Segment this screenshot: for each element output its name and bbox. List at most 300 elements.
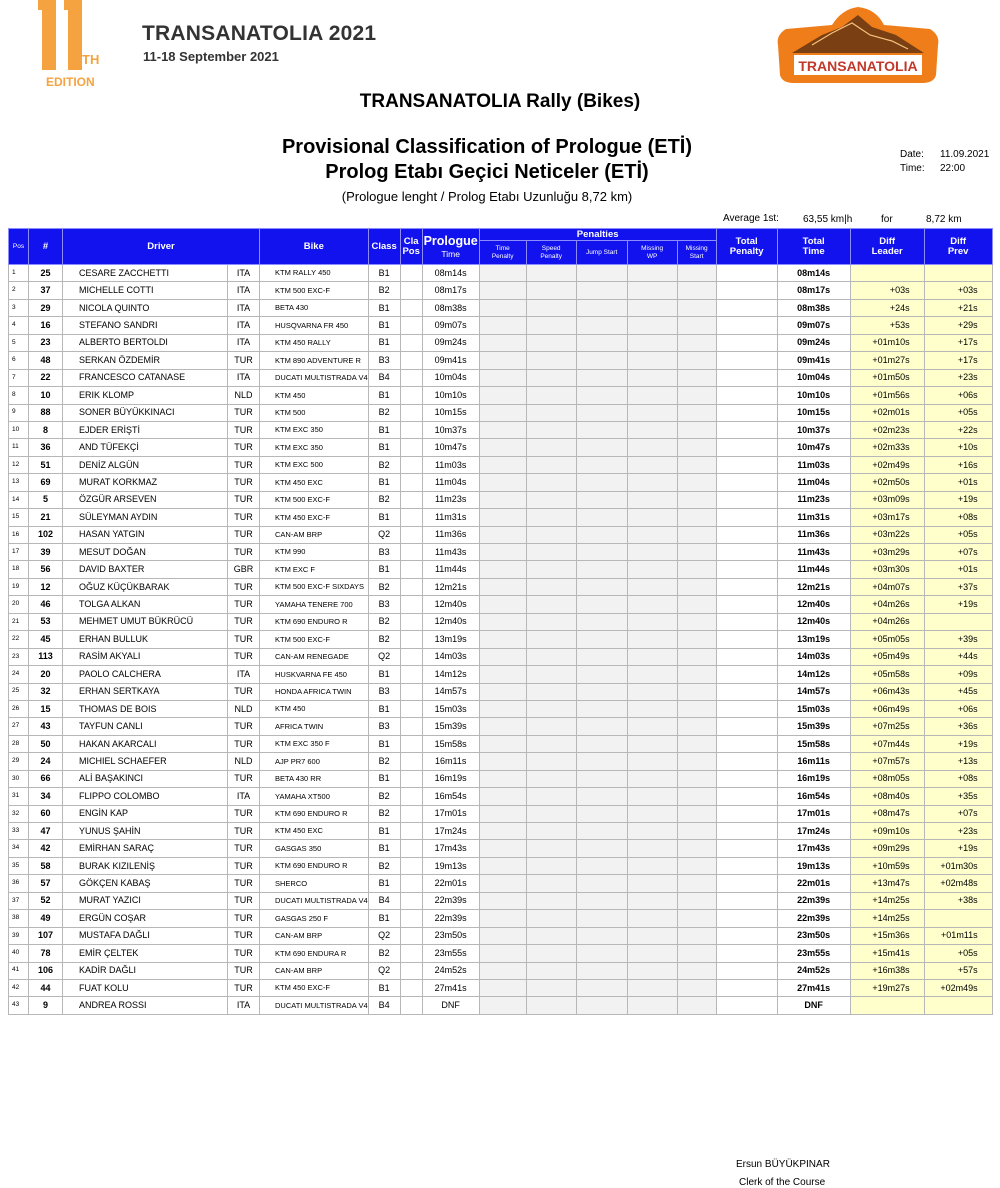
cell-diff-prev: +09s bbox=[924, 666, 992, 683]
cell-prologue-time: 11m03s bbox=[422, 456, 479, 473]
date-value: 11.09.2021 bbox=[940, 149, 990, 160]
cell-total-penalty bbox=[716, 613, 777, 630]
cell-missing-wp bbox=[627, 683, 677, 700]
cell-missing-wp bbox=[627, 735, 677, 752]
cell-time-penalty bbox=[479, 369, 526, 386]
cell-time-penalty bbox=[479, 788, 526, 805]
cell-class-pos bbox=[400, 369, 422, 386]
cell-jump-start bbox=[576, 631, 627, 648]
cell-nationality: TUR bbox=[228, 857, 260, 874]
table-row bbox=[9, 474, 993, 491]
cell-number: 5 bbox=[29, 491, 63, 508]
cell-missing-start bbox=[677, 666, 716, 683]
cell-class-pos bbox=[400, 823, 422, 840]
table-row bbox=[9, 788, 993, 805]
cell-diff-prev: +08s bbox=[924, 770, 992, 787]
cell-jump-start bbox=[576, 910, 627, 927]
cell-diff-prev: +01s bbox=[924, 474, 992, 491]
classification-title-tr: Prolog Etabı Geçici Neticeler (ETİ) bbox=[325, 161, 649, 183]
col-penalties: Penalties bbox=[479, 229, 716, 241]
cell-total-time: 22m01s bbox=[777, 875, 850, 892]
cell-diff-leader: +01m27s bbox=[850, 352, 924, 369]
cell-diff-prev: +05s bbox=[924, 526, 992, 543]
cell-nationality: ITA bbox=[228, 334, 260, 351]
cell-total-time: 15m39s bbox=[777, 718, 850, 735]
cell-time-penalty bbox=[479, 265, 526, 282]
cell-total-time: 11m23s bbox=[777, 491, 850, 508]
cell-total-penalty bbox=[716, 683, 777, 700]
cell-bike: KTM 500 bbox=[260, 404, 369, 421]
cell-pos: 16 bbox=[9, 526, 29, 543]
cell-prologue-time: 27m41s bbox=[422, 979, 479, 996]
cell-total-penalty bbox=[716, 578, 777, 595]
cell-speed-penalty bbox=[526, 282, 576, 299]
cell-diff-leader: +08m47s bbox=[850, 805, 924, 822]
cell-total-penalty bbox=[716, 875, 777, 892]
cell-speed-penalty bbox=[526, 439, 576, 456]
cell-jump-start bbox=[576, 526, 627, 543]
col-prologue-line2: Time bbox=[441, 248, 460, 259]
cell-diff-prev bbox=[924, 910, 992, 927]
cell-time-penalty bbox=[479, 613, 526, 630]
cell-prologue-time: 12m40s bbox=[422, 613, 479, 630]
cell-bike: AJP PR7 600 bbox=[260, 753, 369, 770]
cell-diff-prev: +38s bbox=[924, 892, 992, 909]
col-speed-penalty-line1: Speed bbox=[541, 245, 561, 253]
cell-total-time: 15m58s bbox=[777, 735, 850, 752]
cell-total-penalty bbox=[716, 509, 777, 526]
cell-total-penalty bbox=[716, 404, 777, 421]
cell-jump-start bbox=[576, 369, 627, 386]
cell-diff-prev: +44s bbox=[924, 648, 992, 665]
cell-class-pos bbox=[400, 962, 422, 979]
cell-time-penalty bbox=[479, 805, 526, 822]
cell-driver: DAVID BAXTER bbox=[63, 561, 228, 578]
cell-diff-prev: +10s bbox=[924, 439, 992, 456]
cell-number: 66 bbox=[29, 770, 63, 787]
cell-diff-prev: +37s bbox=[924, 578, 992, 595]
cell-diff-prev bbox=[924, 997, 992, 1014]
col-total-time-line1: Total bbox=[802, 236, 825, 247]
cell-missing-wp bbox=[627, 788, 677, 805]
cell-class-pos bbox=[400, 299, 422, 316]
cell-class: B3 bbox=[368, 352, 400, 369]
cell-bike: KTM 690 ENDURO R bbox=[260, 857, 369, 874]
cell-prologue-time: 19m13s bbox=[422, 857, 479, 874]
cell-missing-wp bbox=[627, 265, 677, 282]
cell-diff-leader: +04m07s bbox=[850, 578, 924, 595]
cell-bike: KTM 690 ENDURO R bbox=[260, 805, 369, 822]
cell-total-time: DNF bbox=[777, 997, 850, 1014]
cell-bike: KTM 890 ADVENTURE R bbox=[260, 352, 369, 369]
cell-class-pos bbox=[400, 683, 422, 700]
cell-prologue-time: 11m23s bbox=[422, 491, 479, 508]
table-row bbox=[9, 317, 993, 334]
cell-class: B2 bbox=[368, 456, 400, 473]
cell-pos: 24 bbox=[9, 666, 29, 683]
cell-diff-leader: +19m27s bbox=[850, 979, 924, 996]
col-driver: Driver bbox=[63, 229, 260, 265]
cell-diff-prev: +07s bbox=[924, 544, 992, 561]
cell-bike: BETA 430 RR bbox=[260, 770, 369, 787]
cell-jump-start bbox=[576, 299, 627, 316]
cell-pos: 31 bbox=[9, 788, 29, 805]
cell-class-pos bbox=[400, 387, 422, 404]
cell-pos: 9 bbox=[9, 404, 29, 421]
table-row bbox=[9, 648, 993, 665]
cell-missing-start bbox=[677, 962, 716, 979]
cell-prologue-time: 24m52s bbox=[422, 962, 479, 979]
cell-driver: MEHMET UMUT BÜKRÜCÜ bbox=[63, 613, 228, 630]
cell-class: B2 bbox=[368, 282, 400, 299]
cell-time-penalty bbox=[479, 910, 526, 927]
cell-diff-leader: +06m49s bbox=[850, 700, 924, 717]
cell-time-penalty bbox=[479, 334, 526, 351]
cell-total-penalty bbox=[716, 892, 777, 909]
cell-total-time: 10m47s bbox=[777, 439, 850, 456]
cell-diff-leader: +08m05s bbox=[850, 770, 924, 787]
table-row bbox=[9, 439, 993, 456]
cell-missing-start bbox=[677, 456, 716, 473]
cell-nationality: ITA bbox=[228, 265, 260, 282]
cell-missing-wp bbox=[627, 666, 677, 683]
cell-jump-start bbox=[576, 387, 627, 404]
cell-class-pos bbox=[400, 735, 422, 752]
col-diff-prev bbox=[924, 229, 992, 265]
table-row bbox=[9, 613, 993, 630]
cell-nationality: TUR bbox=[228, 718, 260, 735]
cell-pos: 29 bbox=[9, 753, 29, 770]
cell-number: 52 bbox=[29, 892, 63, 909]
col-prologue-line1: Prologue bbox=[423, 234, 478, 248]
cell-missing-wp bbox=[627, 945, 677, 962]
cell-diff-prev: +01s bbox=[924, 561, 992, 578]
cell-nationality: TUR bbox=[228, 613, 260, 630]
cell-number: 29 bbox=[29, 299, 63, 316]
cell-nationality: NLD bbox=[228, 700, 260, 717]
cell-diff-leader: +03m29s bbox=[850, 544, 924, 561]
cell-bike: YAMAHA XT500 bbox=[260, 788, 369, 805]
cell-missing-wp bbox=[627, 997, 677, 1014]
table-row bbox=[9, 770, 993, 787]
transanatolia-logo bbox=[772, 5, 944, 85]
cell-time-penalty bbox=[479, 666, 526, 683]
cell-driver: BURAK KIZILENİŞ bbox=[63, 857, 228, 874]
cell-speed-penalty bbox=[526, 753, 576, 770]
cell-class: B2 bbox=[368, 404, 400, 421]
table-row bbox=[9, 700, 993, 717]
cell-missing-wp bbox=[627, 910, 677, 927]
cell-missing-wp bbox=[627, 962, 677, 979]
cell-number: 48 bbox=[29, 352, 63, 369]
cell-speed-penalty bbox=[526, 265, 576, 282]
cell-jump-start bbox=[576, 456, 627, 473]
cell-class: B3 bbox=[368, 683, 400, 700]
cell-diff-leader: +02m01s bbox=[850, 404, 924, 421]
cell-driver: FRANCESCO CATANASE bbox=[63, 369, 228, 386]
cell-pos: 28 bbox=[9, 735, 29, 752]
cell-total-penalty bbox=[716, 334, 777, 351]
cell-class-pos bbox=[400, 561, 422, 578]
col-missing-wp bbox=[627, 241, 677, 265]
cell-prologue-time: 14m12s bbox=[422, 666, 479, 683]
cell-jump-start bbox=[576, 317, 627, 334]
cell-pos: 27 bbox=[9, 718, 29, 735]
cell-bike: GASGAS 250 F bbox=[260, 910, 369, 927]
cell-nationality: TUR bbox=[228, 439, 260, 456]
table-row bbox=[9, 857, 993, 874]
cell-prologue-time: 17m43s bbox=[422, 840, 479, 857]
cell-diff-leader: +13m47s bbox=[850, 875, 924, 892]
cell-diff-leader: +14m25s bbox=[850, 910, 924, 927]
cell-number: 10 bbox=[29, 387, 63, 404]
cell-diff-prev: +05s bbox=[924, 404, 992, 421]
cell-speed-penalty bbox=[526, 509, 576, 526]
cell-prologue-time: 11m36s bbox=[422, 526, 479, 543]
col-total-time bbox=[777, 229, 850, 265]
cell-class-pos bbox=[400, 927, 422, 944]
table-row bbox=[9, 927, 993, 944]
col-speed-penalty-line2: Penalty bbox=[540, 252, 562, 260]
cell-speed-penalty bbox=[526, 840, 576, 857]
cell-speed-penalty bbox=[526, 352, 576, 369]
cell-number: 34 bbox=[29, 788, 63, 805]
cell-pos: 1 bbox=[9, 265, 29, 282]
cell-class: B1 bbox=[368, 421, 400, 438]
cell-bike: KTM 500 EXC-F bbox=[260, 282, 369, 299]
event-title: TRANSANATOLIA 2021 bbox=[142, 22, 377, 45]
cell-diff-prev: +22s bbox=[924, 421, 992, 438]
table-row bbox=[9, 421, 993, 438]
cell-total-time: 17m01s bbox=[777, 805, 850, 822]
cell-class-pos bbox=[400, 596, 422, 613]
cell-class: B3 bbox=[368, 596, 400, 613]
cell-prologue-time: 17m01s bbox=[422, 805, 479, 822]
cell-total-time: 08m14s bbox=[777, 265, 850, 282]
cell-number: 24 bbox=[29, 753, 63, 770]
cell-missing-start bbox=[677, 700, 716, 717]
cell-missing-wp bbox=[627, 509, 677, 526]
cell-missing-start bbox=[677, 404, 716, 421]
cell-diff-leader bbox=[850, 997, 924, 1014]
cell-driver: KADİR DAĞLI bbox=[63, 962, 228, 979]
cell-number: 106 bbox=[29, 962, 63, 979]
cell-class: B1 bbox=[368, 561, 400, 578]
table-row bbox=[9, 892, 993, 909]
cell-diff-leader: +04m26s bbox=[850, 596, 924, 613]
cell-total-time: 10m37s bbox=[777, 421, 850, 438]
cell-nationality: ITA bbox=[228, 369, 260, 386]
cell-speed-penalty bbox=[526, 910, 576, 927]
cell-missing-wp bbox=[627, 578, 677, 595]
cell-diff-prev: +02m48s bbox=[924, 875, 992, 892]
cell-pos: 33 bbox=[9, 823, 29, 840]
edition-label: EDITION bbox=[46, 75, 95, 89]
cell-speed-penalty bbox=[526, 526, 576, 543]
cell-class-pos bbox=[400, 788, 422, 805]
cell-class: B1 bbox=[368, 770, 400, 787]
cell-missing-start bbox=[677, 945, 716, 962]
cell-prologue-time: 16m11s bbox=[422, 753, 479, 770]
cell-diff-leader: +01m56s bbox=[850, 387, 924, 404]
cell-pos: 17 bbox=[9, 544, 29, 561]
cell-number: 58 bbox=[29, 857, 63, 874]
cell-driver: MICHELLE COTTI bbox=[63, 282, 228, 299]
cell-number: 37 bbox=[29, 282, 63, 299]
cell-time-penalty bbox=[479, 631, 526, 648]
cell-number: 22 bbox=[29, 369, 63, 386]
col-time-penalty-line2: Penalty bbox=[491, 252, 514, 260]
cell-prologue-time: 12m21s bbox=[422, 578, 479, 595]
cell-pos: 15 bbox=[9, 509, 29, 526]
cell-total-time: 11m43s bbox=[777, 544, 850, 561]
cell-jump-start bbox=[576, 718, 627, 735]
cell-total-time: 10m15s bbox=[777, 404, 850, 421]
cell-time-penalty bbox=[479, 753, 526, 770]
cell-diff-prev: +16s bbox=[924, 456, 992, 473]
cell-total-penalty bbox=[716, 352, 777, 369]
cell-missing-wp bbox=[627, 334, 677, 351]
cell-bike: KTM 500 EXC-F bbox=[260, 631, 369, 648]
cell-total-time: 16m11s bbox=[777, 753, 850, 770]
cell-missing-start bbox=[677, 805, 716, 822]
cell-number: 69 bbox=[29, 474, 63, 491]
cell-diff-prev: +17s bbox=[924, 334, 992, 351]
cell-speed-penalty bbox=[526, 369, 576, 386]
cell-diff-prev bbox=[924, 265, 992, 282]
col-number: # bbox=[29, 229, 63, 265]
cell-missing-wp bbox=[627, 596, 677, 613]
cell-jump-start bbox=[576, 596, 627, 613]
cell-class-pos bbox=[400, 578, 422, 595]
cell-prologue-time: 11m04s bbox=[422, 474, 479, 491]
cell-total-penalty bbox=[716, 544, 777, 561]
cell-nationality: TUR bbox=[228, 962, 260, 979]
cell-class-pos bbox=[400, 805, 422, 822]
cell-missing-wp bbox=[627, 700, 677, 717]
cell-bike: KTM 690 ENDURA R bbox=[260, 945, 369, 962]
cell-pos: 23 bbox=[9, 648, 29, 665]
cell-time-penalty bbox=[479, 317, 526, 334]
cell-prologue-time: 10m37s bbox=[422, 421, 479, 438]
cell-speed-penalty bbox=[526, 927, 576, 944]
cell-diff-leader: +01m50s bbox=[850, 369, 924, 386]
cell-nationality: TUR bbox=[228, 648, 260, 665]
cell-class-pos bbox=[400, 700, 422, 717]
cell-speed-penalty bbox=[526, 892, 576, 909]
cell-pos: 7 bbox=[9, 369, 29, 386]
cell-missing-start bbox=[677, 875, 716, 892]
cell-driver: ÖZGÜR ARSEVEN bbox=[63, 491, 228, 508]
col-bike: Bike bbox=[260, 229, 369, 265]
col-cla-pos-line1: Cla bbox=[403, 236, 419, 247]
cell-total-time: 10m10s bbox=[777, 387, 850, 404]
cell-class: B1 bbox=[368, 875, 400, 892]
cell-jump-start bbox=[576, 352, 627, 369]
cell-total-penalty bbox=[716, 770, 777, 787]
cell-pos: 10 bbox=[9, 421, 29, 438]
cell-jump-start bbox=[576, 857, 627, 874]
cell-number: 49 bbox=[29, 910, 63, 927]
cell-speed-penalty bbox=[526, 578, 576, 595]
cell-class-pos bbox=[400, 544, 422, 561]
cell-class: B1 bbox=[368, 509, 400, 526]
cell-number: 20 bbox=[29, 666, 63, 683]
cell-jump-start bbox=[576, 334, 627, 351]
cell-diff-leader: +07m25s bbox=[850, 718, 924, 735]
cell-class-pos bbox=[400, 753, 422, 770]
cell-class-pos bbox=[400, 352, 422, 369]
cell-total-penalty bbox=[716, 631, 777, 648]
cell-jump-start bbox=[576, 561, 627, 578]
cell-pos: 32 bbox=[9, 805, 29, 822]
cell-bike: CAN-AM BRP bbox=[260, 927, 369, 944]
cell-driver: HASAN YATGIN bbox=[63, 526, 228, 543]
cell-diff-prev: +08s bbox=[924, 509, 992, 526]
cell-total-penalty bbox=[716, 474, 777, 491]
cell-speed-penalty bbox=[526, 700, 576, 717]
cell-diff-leader: +03m17s bbox=[850, 509, 924, 526]
cell-speed-penalty bbox=[526, 544, 576, 561]
cell-total-penalty bbox=[716, 910, 777, 927]
cell-speed-penalty bbox=[526, 317, 576, 334]
cell-prologue-time: 15m39s bbox=[422, 718, 479, 735]
classification-title: Provisional Classification of Prologue (ETİ) bbox=[281, 136, 693, 158]
cell-bike: GASGAS 350 bbox=[260, 840, 369, 857]
cell-pos: 39 bbox=[9, 927, 29, 944]
cell-time-penalty bbox=[479, 404, 526, 421]
cell-nationality: ITA bbox=[228, 788, 260, 805]
cell-missing-wp bbox=[627, 299, 677, 316]
cell-missing-wp bbox=[627, 456, 677, 473]
cell-number: 42 bbox=[29, 840, 63, 857]
cell-total-time: 12m40s bbox=[777, 613, 850, 630]
cell-speed-penalty bbox=[526, 387, 576, 404]
cell-time-penalty bbox=[479, 474, 526, 491]
cell-diff-prev: +06s bbox=[924, 387, 992, 404]
cell-total-penalty bbox=[716, 840, 777, 857]
cell-jump-start bbox=[576, 735, 627, 752]
cell-driver: MESUT DOĞAN bbox=[63, 544, 228, 561]
cell-class-pos bbox=[400, 997, 422, 1014]
cell-jump-start bbox=[576, 474, 627, 491]
cell-driver: PAOLO CALCHERA bbox=[63, 666, 228, 683]
cell-driver: ANDREA ROSSI bbox=[63, 997, 228, 1014]
cell-diff-prev: +02m49s bbox=[924, 979, 992, 996]
cell-total-penalty bbox=[716, 369, 777, 386]
cell-missing-wp bbox=[627, 526, 677, 543]
cell-driver: MURAT YAZICI bbox=[63, 892, 228, 909]
cell-total-penalty bbox=[716, 648, 777, 665]
cell-total-penalty bbox=[716, 526, 777, 543]
cell-jump-start bbox=[576, 840, 627, 857]
cell-jump-start bbox=[576, 962, 627, 979]
cell-nationality: TUR bbox=[228, 735, 260, 752]
cell-bike: KTM RALLY 450 bbox=[260, 265, 369, 282]
cell-missing-start bbox=[677, 683, 716, 700]
table-row bbox=[9, 578, 993, 595]
cell-driver: FLIPPO COLOMBO bbox=[63, 788, 228, 805]
cell-number: 107 bbox=[29, 927, 63, 944]
cell-time-penalty bbox=[479, 544, 526, 561]
cell-time-penalty bbox=[479, 979, 526, 996]
cell-diff-prev: +21s bbox=[924, 299, 992, 316]
cell-pos: 42 bbox=[9, 979, 29, 996]
cell-class-pos bbox=[400, 666, 422, 683]
document-heading: TRANSANATOLIA Rally (Bikes) bbox=[359, 91, 641, 112]
cell-class: B4 bbox=[368, 369, 400, 386]
cell-missing-wp bbox=[627, 979, 677, 996]
